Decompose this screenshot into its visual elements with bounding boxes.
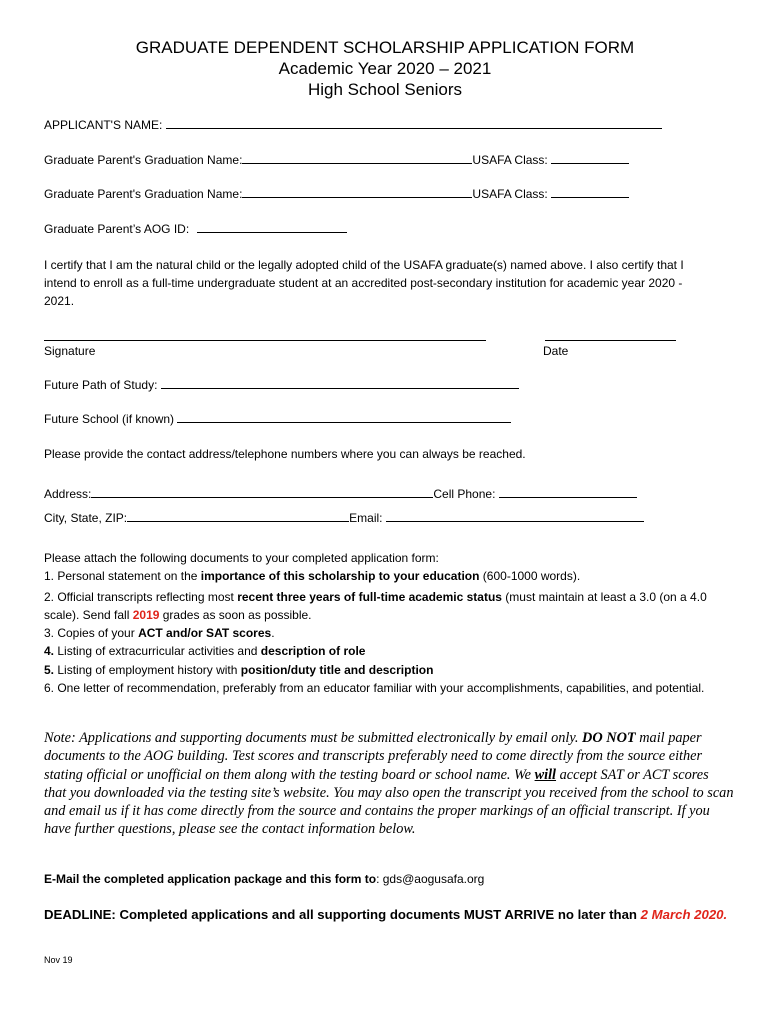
future-school-field[interactable] xyxy=(44,412,511,426)
documents-list xyxy=(44,549,714,697)
email-submission-line: E-Mail the completed application package and this form to: gds@aogusafa.org xyxy=(44,872,485,886)
email-label: Email: xyxy=(349,511,383,525)
documents-intro: Please attach the following documents to your completed application form: xyxy=(44,551,439,565)
aog-id-label: Graduate Parent’s AOG ID: xyxy=(44,222,190,236)
city-email-row[interactable] xyxy=(44,511,644,525)
revision-date: Nov 19 xyxy=(44,955,73,965)
address-blank[interactable] xyxy=(91,487,433,498)
audience-subtitle: High School Seniors xyxy=(307,80,463,99)
future-school-blank[interactable] xyxy=(177,412,511,423)
cell-phone-label: Cell Phone: xyxy=(433,487,496,501)
date-line[interactable] xyxy=(545,340,676,341)
form-title: GRADUATE DEPENDENT SCHOLARSHIP APPLICATION FORM xyxy=(135,38,635,57)
document-item-6: 6. One letter of recommendation, preferably from an educator familiar with your accomplishments, capabilities, and potential. xyxy=(44,681,705,696)
parent-grad-name-field-2[interactable] xyxy=(44,187,629,201)
future-school-label: Future School (if known) xyxy=(44,412,175,426)
email-submission-label: E-Mail the completed application package and this form to xyxy=(44,872,377,886)
usafa-class-label-2: USAFA Class: xyxy=(472,187,548,201)
address-row[interactable] xyxy=(44,487,637,501)
date-label: Date xyxy=(543,344,569,358)
usafa-class-blank-1[interactable] xyxy=(551,153,629,164)
document-item-1: 1. Personal statement on the importance of this scholarship to your education (600-1000 words). xyxy=(44,569,581,584)
submission-note: Note: Applications and supporting documents must be submitted electronically by email only. DO NOT mail paper documents to the AOG building. Test scores and transcripts preferably need to come directly from the source either stating official or unofficial on them along with the testing board or school name. We will accept SAT or ACT scores that you downloaded via the testing site’s website. You may also open the transcript you received from the school to scan and email us if it has come directly from the source and contains the proper markings of an official transcript. If you have further questions, please see the contact information below. xyxy=(44,730,734,838)
parent-grad-name-field-1[interactable] xyxy=(44,153,629,167)
applicant-name-label: APPLICANT'S NAME: xyxy=(44,118,163,132)
deadline-notice: DEADLINE: Completed applications and all supporting documents MUST ARRIVE no later than 2 March 2020. xyxy=(44,907,728,922)
aog-id-field[interactable] xyxy=(44,222,347,236)
city-state-zip-label: City, State, ZIP: xyxy=(44,511,128,525)
parent-grad-name-label-1: Graduate Parent's Graduation Name: xyxy=(44,153,243,167)
parent-grad-name-label-2: Graduate Parent's Graduation Name: xyxy=(44,187,243,201)
signature-label: Signature xyxy=(44,344,96,358)
certification-statement: I certify that I am the natural child or the legally adopted child of the USAFA graduate(s) named above. I also certify that I intend to enroll as a full-time undergraduate student at an accredited post-secondary institution for academic year 2020 - 2021. xyxy=(44,258,684,308)
applicant-name-blank[interactable] xyxy=(166,118,662,129)
email-blank[interactable] xyxy=(386,511,644,522)
signature-line[interactable] xyxy=(44,340,486,341)
document-item-3: 3. Copies of your ACT and/or SAT scores. xyxy=(44,626,275,641)
city-state-zip-blank[interactable] xyxy=(127,511,349,522)
usafa-class-blank-2[interactable] xyxy=(551,187,629,198)
future-path-field[interactable] xyxy=(44,378,519,392)
applicant-name-field[interactable] xyxy=(44,118,662,132)
document-item-5: 5. Listing of employment history with position/duty title and description xyxy=(44,662,434,677)
transcript-year: 2019 xyxy=(132,607,160,622)
aog-id-blank[interactable] xyxy=(197,222,347,233)
parent-grad-name-blank-1[interactable] xyxy=(242,153,472,164)
academic-year: Academic Year 2020 – 2021 xyxy=(278,59,492,78)
deadline-date: 2 March 2020 xyxy=(640,907,724,922)
parent-grad-name-blank-2[interactable] xyxy=(242,187,472,198)
contact-instruction: Please provide the contact address/telephone numbers where you can always be reached. xyxy=(44,447,526,461)
future-path-label: Future Path of Study: xyxy=(44,378,158,392)
address-label: Address: xyxy=(44,487,92,501)
cell-phone-blank[interactable] xyxy=(499,487,637,498)
usafa-class-label-1: USAFA Class: xyxy=(472,153,548,167)
document-item-4: 4. Listing of extracurricular activities and description of role xyxy=(44,644,366,659)
submission-email-address[interactable]: gds@aogusafa.org xyxy=(382,872,485,886)
document-item-2: 2. Official transcripts reflecting most recent three years of full-time academic status (must maintain at least a 3.0 (on a 4.0 scale). Send fall 2019 grades as soon as possible. xyxy=(44,589,707,622)
future-path-blank[interactable] xyxy=(161,378,519,389)
